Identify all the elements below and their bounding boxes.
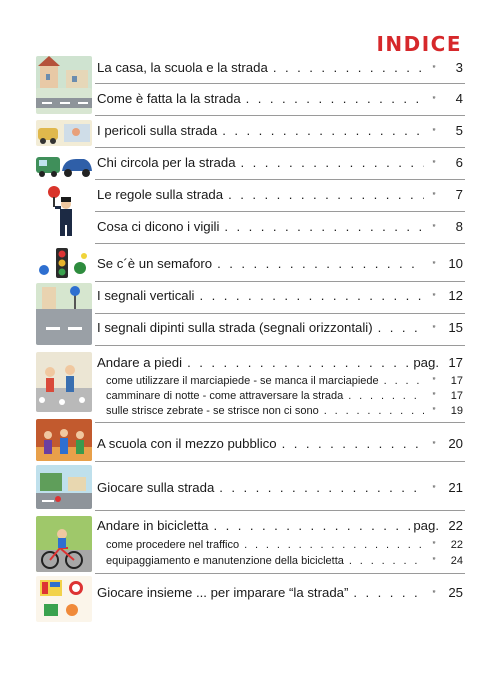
leader-dots — [349, 555, 424, 567]
divider-rule — [95, 83, 465, 84]
leader-dots — [228, 187, 424, 202]
entry-label: Cosa ci dicono i vigili — [97, 219, 220, 234]
divider-rule — [95, 281, 465, 282]
ditto-mark: ” — [432, 223, 436, 233]
traffic-light-illustration — [36, 246, 92, 284]
street-signs-illustration — [36, 283, 92, 345]
page-number: 8 — [455, 219, 463, 234]
board-game-illustration — [36, 576, 92, 622]
divider-rule — [95, 573, 465, 574]
page-number: 17 — [450, 390, 463, 402]
toc-line — [97, 219, 463, 239]
pag-label: pag. — [413, 518, 439, 533]
entry-label: Andare a piedi — [97, 355, 183, 370]
leader-dots — [244, 539, 424, 551]
divider-rule — [95, 243, 465, 244]
leader-dots — [324, 405, 424, 417]
divider-rule — [95, 147, 465, 148]
toc-line — [97, 355, 463, 375]
entry-label: Andare in bicicletta — [97, 518, 209, 533]
page-number: 20 — [448, 436, 463, 451]
ditto-mark: ” — [432, 484, 436, 494]
page-number: 3 — [455, 60, 463, 75]
page-number: 25 — [448, 585, 463, 600]
sub-entry-label: equipaggiamento e manutenzione della bicicletta — [106, 555, 344, 567]
ditto-mark: ” — [432, 127, 436, 137]
toc-line — [97, 518, 463, 538]
leader-dots — [384, 375, 424, 387]
entry-label: I pericoli sulla strada — [97, 123, 218, 138]
divider-rule — [95, 510, 465, 511]
bicycle-illustration — [36, 516, 92, 572]
pag-label: pag. — [413, 355, 439, 370]
page-number: 22 — [448, 518, 463, 533]
ditto-mark: ” — [432, 292, 436, 302]
page-number: 12 — [448, 288, 463, 303]
ditto-mark: ” — [432, 391, 436, 401]
divider-rule — [95, 422, 465, 423]
page-number: 17 — [448, 355, 463, 370]
toc-subline[interactable] — [106, 405, 463, 419]
ditto-mark: ” — [432, 159, 436, 169]
sub-entry-label: come utilizzare il marciapiede - se manca il marciapiede — [106, 375, 379, 387]
divider-rule — [95, 345, 465, 346]
ditto-mark: ” — [432, 376, 436, 386]
toc-subline[interactable] — [106, 375, 463, 389]
leader-dots — [353, 585, 424, 600]
entry-label: A scuola con il mezzo pubblico — [97, 436, 277, 451]
divider-rule — [95, 461, 465, 462]
divider-rule — [95, 115, 465, 116]
leader-dots — [222, 123, 424, 138]
leader-dots — [241, 155, 424, 170]
sub-entry-label: sulle strisce zebrate - se strisce non ci sono — [106, 405, 319, 417]
page-number: 5 — [455, 123, 463, 138]
page-number: 19 — [450, 405, 463, 417]
ditto-mark: ” — [432, 95, 436, 105]
toc-line — [97, 187, 463, 207]
leader-dots — [273, 60, 424, 75]
pedestrians-illustration — [36, 352, 92, 412]
divider-rule — [95, 313, 465, 314]
entry-label: Giocare sulla strada — [97, 480, 215, 495]
entry-label: Se c´è un semaforo — [97, 256, 213, 271]
ditto-mark: ” — [432, 64, 436, 74]
ditto-mark: ” — [432, 589, 436, 599]
page-number: 21 — [448, 480, 463, 495]
entry-label: Giocare insieme ... per imparare “la strada” — [97, 585, 349, 600]
index-title: INDICE — [376, 32, 462, 56]
entry-label: Le regole sulla strada — [97, 187, 224, 202]
page-number: 4 — [455, 91, 463, 106]
toc-subline[interactable] — [106, 555, 463, 569]
toc-line — [97, 436, 463, 456]
entry-label: I segnali dipinti sulla strada (segnali orizzontali) — [97, 320, 373, 335]
page-number: 24 — [450, 555, 463, 567]
entry-label: La casa, la scuola e la strada — [97, 60, 268, 75]
vehicles-illustration — [36, 151, 92, 179]
leader-dots — [217, 256, 424, 271]
toc-subline[interactable] — [106, 390, 463, 404]
ditto-mark: ” — [432, 191, 436, 201]
toc-line — [97, 288, 463, 308]
toc-line — [97, 60, 463, 80]
leader-dots — [246, 91, 424, 106]
road-dangers-illustration — [36, 120, 92, 146]
sub-entry-label: camminare di notte - come attraversare la strada — [106, 390, 344, 402]
page-number: 17 — [450, 375, 463, 387]
toc-line — [97, 91, 463, 111]
toc-line — [97, 123, 463, 143]
ditto-mark: ” — [432, 556, 436, 566]
public-bus-illustration — [36, 419, 92, 461]
ditto-mark: ” — [432, 324, 436, 334]
sub-entry-label: come procedere nel traffico — [106, 539, 240, 551]
leader-dots — [348, 390, 424, 402]
toc-line — [97, 320, 463, 340]
ditto-mark: ” — [432, 406, 436, 416]
page-number: 15 — [448, 320, 463, 335]
entry-label: Come è fatta la la strada — [97, 91, 241, 106]
toc-line — [97, 155, 463, 175]
traffic-officer-illustration — [36, 182, 92, 238]
leader-dots — [224, 219, 424, 234]
ditto-mark: ” — [432, 440, 436, 450]
playing-street-illustration — [36, 465, 92, 509]
leader-dots — [199, 288, 424, 303]
divider-rule — [95, 211, 465, 212]
toc-subline[interactable] — [106, 539, 463, 553]
road-layout-illustration — [36, 88, 92, 114]
page-number: 6 — [455, 155, 463, 170]
entry-label: Chi circola per la strada — [97, 155, 236, 170]
leader-dots — [219, 480, 424, 495]
leader-dots — [378, 320, 424, 335]
divider-rule — [95, 179, 465, 180]
page-number: 10 — [448, 256, 463, 271]
toc-line — [97, 585, 463, 605]
toc-line — [97, 480, 463, 500]
toc-line — [97, 256, 463, 276]
leader-dots — [213, 518, 410, 533]
leader-dots — [187, 355, 410, 370]
ditto-mark: ” — [432, 260, 436, 270]
page-number: 7 — [455, 187, 463, 202]
page-number: 22 — [450, 539, 463, 551]
leader-dots — [282, 436, 424, 451]
ditto-mark: ” — [432, 540, 436, 550]
entry-label: I segnali verticali — [97, 288, 195, 303]
